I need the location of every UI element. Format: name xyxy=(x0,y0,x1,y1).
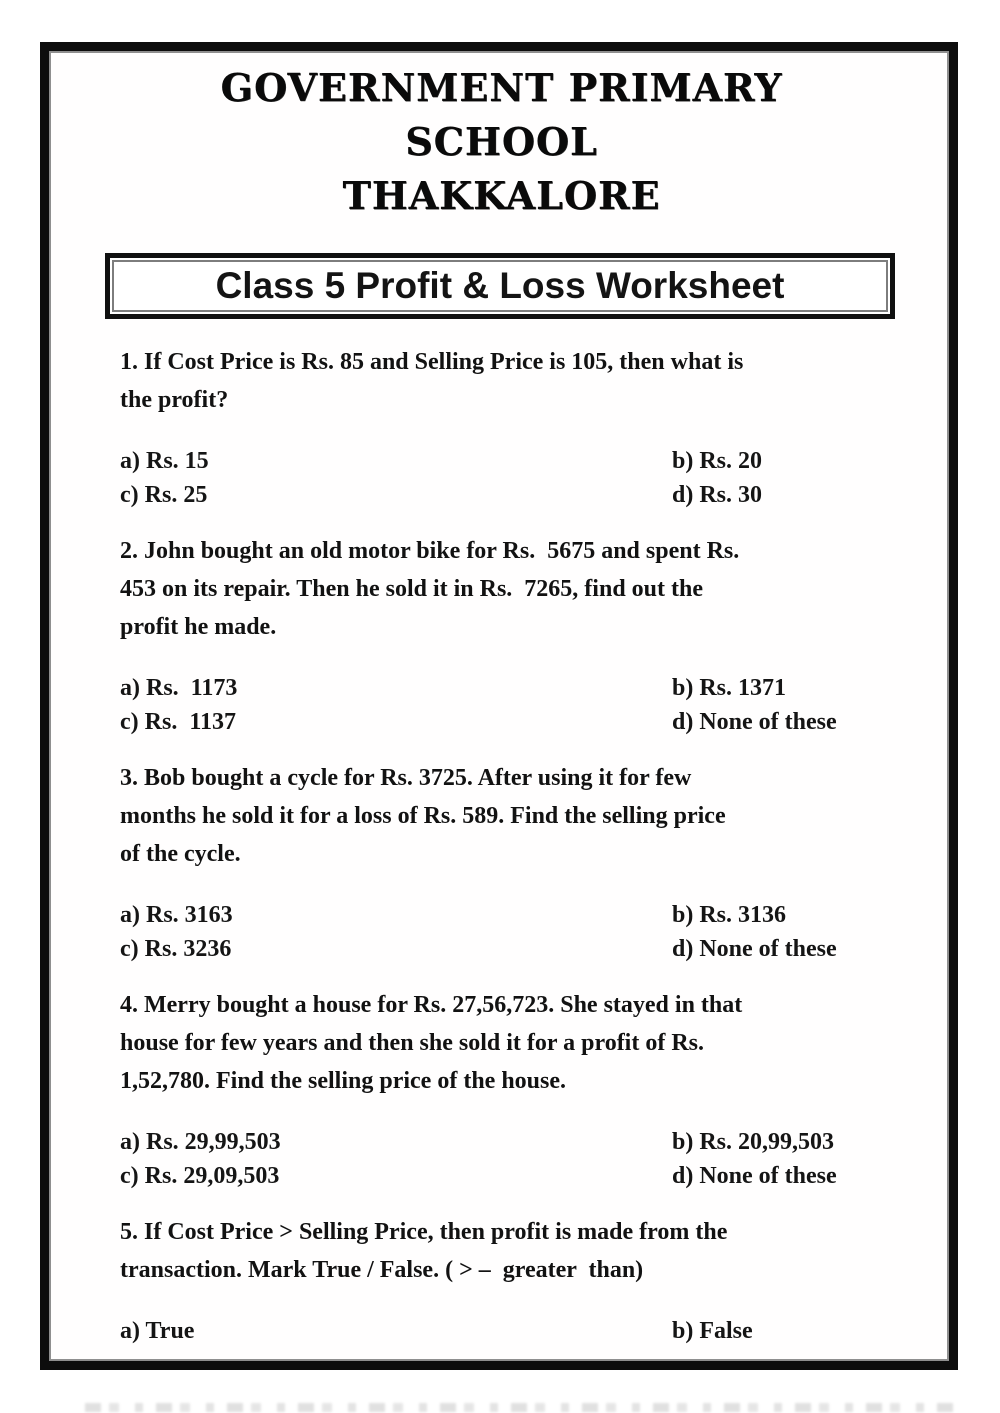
option-row xyxy=(120,478,883,512)
question-1-text-line: 1. If Cost Price is Rs. 85 and Selling Price is 105, then what is xyxy=(120,349,744,375)
question-2-text-line: 453 on its repair. Then he sold it in Rs. 7265, find out the xyxy=(120,576,703,602)
question-4-text-line: house for few years and then she sold it for a profit of Rs. xyxy=(120,1030,705,1056)
question-4-options xyxy=(120,1125,883,1193)
question-4-option-c[interactable]: c) Rs. 29,09,503 xyxy=(120,1163,280,1189)
question-2-option-d[interactable]: d) None of these xyxy=(672,709,837,735)
question-1-option-c[interactable]: c) Rs. 25 xyxy=(120,482,208,508)
option-row xyxy=(120,1314,883,1348)
school-name-line1: GOVERNMENT PRIMARY SCHOOL xyxy=(220,65,783,164)
question-2-option-b[interactable]: b) Rs. 1371 xyxy=(672,675,787,701)
question-3-option-b[interactable]: b) Rs. 3136 xyxy=(672,902,787,928)
question-5-text-line: transaction. Mark True / False. ( > – greater than) xyxy=(120,1257,644,1283)
question-1-option-d[interactable]: d) Rs. 30 xyxy=(672,482,763,508)
question-2 xyxy=(120,532,883,739)
question-2-option-a[interactable]: a) Rs. 1173 xyxy=(120,675,238,701)
question-2-option-c[interactable]: c) Rs. 1137 xyxy=(120,709,236,735)
school-name-line2: THAKKALORE xyxy=(342,173,661,218)
question-1-text-line: the profit? xyxy=(120,387,229,413)
worksheet-page xyxy=(40,42,958,1370)
option-row xyxy=(120,1125,883,1159)
option-row xyxy=(120,444,883,478)
question-5-options xyxy=(120,1314,883,1348)
worksheet-title-box xyxy=(105,253,895,319)
question-1-option-b[interactable]: b) Rs. 20 xyxy=(672,448,763,474)
question-3-text-line: months he sold it for a loss of Rs. 589. Find the selling price xyxy=(120,803,726,829)
question-5-option-b[interactable]: b) False xyxy=(672,1318,753,1344)
question-5-option-a[interactable]: a) True xyxy=(120,1318,195,1344)
question-2-options xyxy=(120,671,883,739)
worksheet-page-inner xyxy=(49,51,949,1361)
option-row xyxy=(120,671,883,705)
option-row xyxy=(120,898,883,932)
question-3-option-a[interactable]: a) Rs. 3163 xyxy=(120,902,233,928)
question-3-option-c[interactable]: c) Rs. 3236 xyxy=(120,936,232,962)
question-4-text-line: 4. Merry bought a house for Rs. 27,56,723. She stayed in that xyxy=(120,992,743,1018)
next-page-edge xyxy=(85,1403,955,1412)
question-2-text-line: profit he made. xyxy=(120,614,277,640)
question-3-options xyxy=(120,898,883,966)
question-3-option-d[interactable]: d) None of these xyxy=(672,936,837,962)
question-4-text-line: 1,52,780. Find the selling price of the house. xyxy=(120,1068,567,1094)
question-1 xyxy=(120,343,883,512)
question-1-option-a[interactable]: a) Rs. 15 xyxy=(120,448,209,474)
question-3-text-line: of the cycle. xyxy=(120,841,241,867)
question-4-option-a[interactable]: a) Rs. 29,99,503 xyxy=(120,1129,281,1155)
question-4-option-b[interactable]: b) Rs. 20,99,503 xyxy=(672,1129,835,1155)
worksheet-title: Class 5 Profit & Loss Worksheet xyxy=(112,260,888,312)
question-4 xyxy=(120,986,883,1193)
question-1-options xyxy=(120,444,883,512)
question-5-text-line: 5. If Cost Price > Selling Price, then profit is made from the xyxy=(120,1219,728,1245)
option-row xyxy=(120,932,883,966)
question-2-text-line: 2. John bought an old motor bike for Rs. 5675 and spent Rs. xyxy=(120,538,740,564)
question-3 xyxy=(120,759,883,966)
question-3-text-line: 3. Bob bought a cycle for Rs. 3725. After using it for few xyxy=(120,765,692,791)
option-row xyxy=(120,705,883,739)
option-row xyxy=(120,1159,883,1193)
question-5 xyxy=(120,1213,883,1348)
question-4-option-d[interactable]: d) None of these xyxy=(672,1163,837,1189)
